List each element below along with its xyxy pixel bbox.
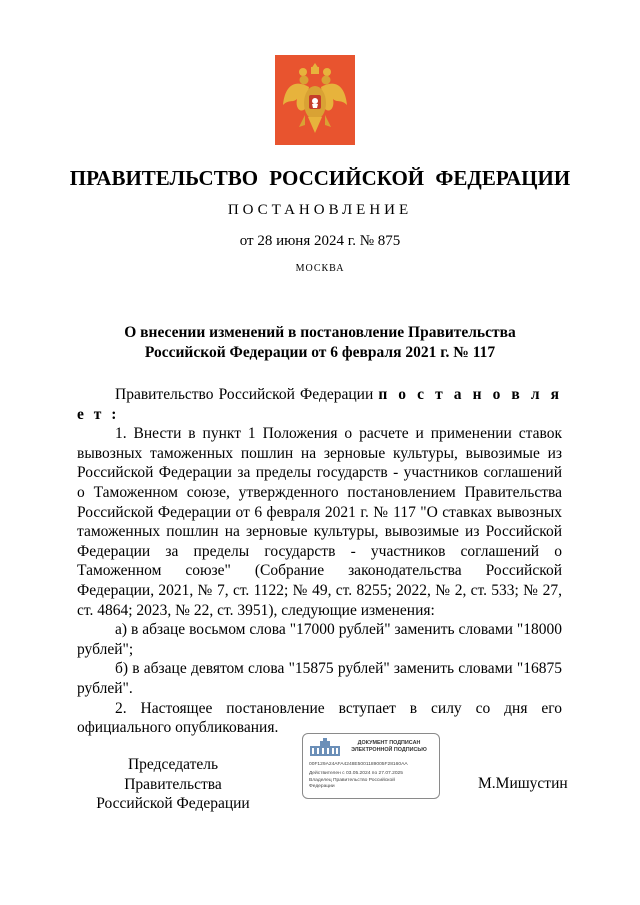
signer-title-line1: Председатель Правительства: [124, 756, 222, 793]
item-b-paragraph: б) в абзаце девятом слова "15875 рублей" заменить словами "16875 рублей".: [77, 660, 562, 697]
item-2-paragraph: 2. Настоящее постановление вступает в силу со дня его официального опубликования.: [77, 699, 562, 737]
intro-paragraph: [77, 385, 562, 424]
intro-decree: п о с т а н о в л я е т :: [77, 386, 562, 423]
item-1-paragraph: 1. Внести в пункт 1 Положения о расчете и применении ставок вывозных таможенных пошлин на зерновые культуры, вывозимые из Российской Федерации за пределы государств - участников соглашений о Таможенном союзе, утвержденного постановлением Правительства Российской Федерации от 6 февраля 2021 г. № 117 "О ставках вывозных таможенных пошлин на зерновые культуры, вывозимые из Российской Федерации за пределы государств - участников соглашений о Таможенном союзе" (Собрание законодательства Российской Федерации, 2021, № 7, ст. 1122; № 49, ст. 8255; 2022, № 2, ст. 533; № 27, ст. 4864; 2023, № 22, ст. 3951), следующие изменения:: [77, 425, 562, 619]
document-city: МОСКВА: [295, 263, 345, 274]
electronic-signature-stamp: [302, 733, 440, 799]
coat-of-arms-emblem-icon: [275, 55, 355, 145]
document-title: [0, 323, 640, 363]
stamp-owner-line1: Владелец Правительство Российской: [309, 778, 395, 783]
item-a-paragraph: а) в абзаце восьмом слова "17000 рублей" заменить словами "18000 рублей";: [77, 621, 562, 658]
stamp-validity: Действителен с 03.05.2024 по 27.07.2025: [309, 771, 403, 776]
document-title-line2: Российской Федерации от 6 февраля 2021 г. № 117: [144, 344, 496, 361]
document-type: ПОСТАНОВЛЕНИЕ: [227, 202, 413, 218]
document-date-number: от 28 июня 2024 г. № 875: [239, 233, 401, 249]
stamp-owner-line2: Федерации: [309, 784, 335, 789]
signer-title-line2: Российской Федерации: [96, 795, 250, 813]
government-building-icon: [308, 738, 342, 758]
signer-title: [78, 755, 268, 814]
stamp-certificate: 00F129A24AFA4248E5001189005F28160AA: [309, 762, 408, 767]
stamp-heading: [343, 740, 435, 754]
signer-name: М.Мишустин: [478, 775, 568, 792]
government-name: ПРАВИТЕЛЬСТВО РОССИЙСКОЙ ФЕДЕРАЦИИ: [69, 166, 571, 190]
stamp-heading-line1: ДОКУМЕНТ ПОДПИСАН: [357, 740, 421, 746]
stamp-heading-line2: ЭЛЕКТРОННОЙ ПОДПИСЬЮ: [351, 747, 427, 753]
document-body: [77, 385, 562, 738]
intro-prefix: Правительство Российской Федерации: [115, 386, 379, 403]
document-title-line1: О внесении изменений в постановление Правительства: [124, 324, 516, 341]
